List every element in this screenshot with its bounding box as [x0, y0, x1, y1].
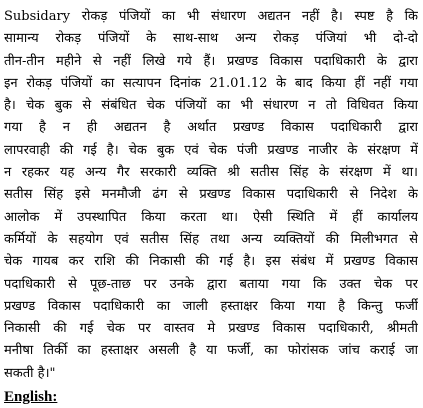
paragraph-line: है। चेक बुक से संबंधित चेक पंजियों का भी संधारण न तो विधिवत किया: [4, 98, 418, 114]
paragraph-line: Subsidary रोकड़ पंजियों का भी संधारण अद्यतन नहीं है। स्पष्ट है कि: [4, 9, 418, 24]
paragraph-line: इन रोकड़ पंजियों का सत्यापन दिनांक 21.01.12 के बाद किया हीं नहीं गया: [4, 75, 418, 91]
paragraph-line: निकासी की गई चेक पर वास्तव मे प्रखण्ड विकास पदाधिकारी, श्रीमती: [4, 321, 418, 337]
paragraph-line: कर्मियों के सहयोग एवं सतीस सिंह तथा अन्य व्यक्तियों की मिलीभगत से: [4, 231, 418, 247]
paragraph-line: सकती है।": [4, 365, 56, 381]
hindi-paragraph: [4, 6, 418, 385]
paragraph-line: न रहकर यह अन्य गैर सरकारी व्यक्ति श्री सतीस सिंह के संरक्षण में था।: [4, 165, 418, 181]
paragraph-line: गया है न ही अद्यतन है अर्थात प्रखण्ड विकास पदाधिकारी द्वारा: [4, 120, 418, 136]
paragraph-line: सतीस सिंह इसे मनमौजी ढंग से प्रखण्ड विकास पदाधिकारी से निदेश के: [4, 187, 418, 203]
paragraph-line: प्रखण्ड विकास पदाधिकारी का जाली हस्ताक्षर किया गया है किन्तु फर्जी: [4, 298, 418, 314]
document-body: [4, 6, 418, 406]
paragraph-line: तीन-तीन महीने से नहीं लिखे गये हैं। प्रखण्ड विकास पदाधिकारी के द्वारा: [4, 53, 418, 69]
paragraph-line: पदाधिकारी से पूछ-ताछ पर उनके द्वारा बताया गया कि उक्त चेक पर: [4, 276, 418, 292]
section-heading: English:: [4, 389, 58, 406]
paragraph-line: सामान्य रोकड़ पंजियों के साथ-साथ अन्य रोकड़ पंजियां भी दो-दो: [4, 31, 418, 47]
paragraph-line: आलोक में उपस्थापित किया करता था। ऐसी स्थिति में हीं कार्यालय: [4, 209, 418, 225]
paragraph-line: लापरवाही की गई है। चेक बुक एवं चेक पंजी प्रखण्ड नाजीर के संरक्षण में: [4, 142, 418, 158]
paragraph-line: चेक गायब कर राशि की निकासी की गई है। इस संबंध में प्रखण्ड विकास: [4, 254, 418, 270]
paragraph-line: मनीषा तिर्की का हस्ताक्षर असली है या फर्जी, का फोरांसक जांच कराई जा: [4, 343, 418, 359]
